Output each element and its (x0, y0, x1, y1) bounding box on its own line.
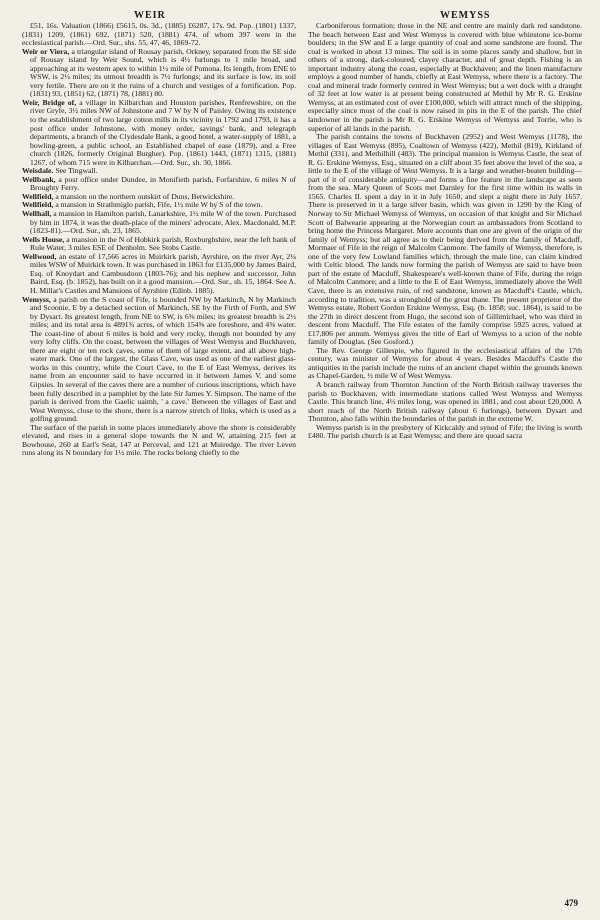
paragraph-text: Wemyss parish is in the presbytery of Kirkcaldy and synod of Fife; the living is worth £480. The parish church is at East Wemyss; and there are quoad sacra (308, 422, 582, 441)
gazetteer-entry (22, 48, 296, 99)
paragraph-text: £51, 16s. Valuation (1866) £5615, 0s. 3d., (1885) £6287, 17s. 9d. Pop. (1801) 1337, (1831) 1209, (1861) 692, (1871) 520, (1881) 474, of whom 397 were in the ecclesiastical parish.—Ord. Sur., shs. 55, 47, 46, 1869-72. (22, 22, 296, 48)
gazetteer-entry (22, 210, 296, 236)
page-number: 479 (564, 898, 578, 908)
entry-text: a parish on the S coast of Fife, is bounded NW by Markinch, N by Markinch and Scoonie, E by a detached section of Markinch, SE by the Firth of Forth, and SW by Dysart. Its greatest length, from NE to SW, is 6⅜ miles; its greatest breadth is 2½ miles; and its total area is 4891¾ acres, of which 154⅝ are foreshore, and 4⅝ water. The coast-line of about 6 miles is bold and very rocky, though not bounded by any very lofty cliffs. On the coast, between the villages of West Wemyss and Buckhaven, there are eight or ten rock caves, some of them of large extent, and all above high-water mark. One of the largest, the Glass Cave, was used as one of the earliest glass-works in this country, while the Court Cave, to the E of East Wemyss, derives its name from an encounter said to have occurred in it between James V. and some Gipsies. In several of the caves there are a number of curious inscriptions, which have been fully described in a pamphlet by the late Sir James Y. Simpson. The name of the parish is derived from the Gaelic uaimh, ' a cave.' Between the villages of East and West Wemyss, close to the shore, there is a narrow stretch of links, which is used as a golfing ground. (30, 294, 296, 424)
paragraph (22, 22, 296, 48)
gazetteer-entry (22, 99, 296, 167)
entry-headword: Wellbank, (22, 174, 56, 184)
paragraph-text: The parish contains the towns of Buckhaven (2952) and West Wemyss (1178), the villages of East Wemyss (895), Coaltown of Wemyss (422), Methil (819), Kirkland of Methil (331), and Methilhill (483). The principal mansion is Wemyss Castle, the seat of R. G. Erskine Wemyss, Esq., situated on a cliff about 35 feet above the level of the sea, a little to the E of the village of West Wemyss. It is a large and weather-beaten building—part of it of considerable antiquity—and forms a fine feature in the landscape as seen from the sea. Mary Queen of Scots met Darnley for the first time within its walls in 1565. Charles II. spent a day in it in July 1650, and slept a night there in July 1657. There is preserved in it a large silver basin, which was given in 1290 by the King of Norway to Sir Michael Wemyss of Wemyss, on occasion of that knight and Sir Michael Scott of Balwearie appearing at the Norwegian court as ambassadors from Scotland to bring home the Princess Margaret. More accounts than one are given of the origin of the family of Wemyss; but all agree as to their being derived from the family of Macduff, Mormaer of Fife in the reign of Malcolm Canmore. The family of Wemyss, therefore, is one of the very few Lowland families which, through the male line, can claim kindred with Celtic blood. The lands now forming the parish of Wemyss are said to have been part of the estate of Macduff, Shakespeare's well-known thane of Fife, during the reign of Malcolm Canmore; and a little to the E of East Wemyss, immediately above the Well Cave, there is an extensive ruin, of red sandstone, known as Macduff's Castle, which, according to tradition, was a stronghold of the great thane. The present proprietor of the Wemyss estate, Robert Gordon Erskine Wemyss, Esq. (b. 1858; suc. 1864), is said to be the 27th in direct descent from Hugo, the second son of Gillimichael, who was third in descent from Macduff. The Fife estates of the family comprise 5925 acres, valued at £17,806 per annum. Wemyss gives the title of Earl of Wemyss to a scion of the noble family of Douglas. (See Gosford.) (308, 132, 582, 347)
paragraph (308, 22, 582, 133)
gazetteer-entry (22, 236, 296, 253)
entry-headword: Wells House, (22, 234, 65, 244)
entry-headword: Wellfield, (22, 191, 54, 201)
entry-text: a post office under Dundee, in Monifieth parish, Forfarshire, 6 miles N of Broughty Ferry. (30, 174, 296, 193)
entry-text: an estate of 17,566 acres in Muirkirk parish, Ayrshire, on the river Ayr, 2¼ miles WSW of Muirkirk town. It was purchased in 1863 for £135,000 by James Baird, Esq. of Knoydart and Cambusdoon (1803-76); and his nephew and successor, John Baird, Esq. (b. 1852), has built on it a good mansion.—Ord. Sur., sh. 15, 1864. See A. H. Millar's Castles and Mansions of Ayrshire (Edinb. 1885). (30, 251, 296, 295)
entry-text: See Tingwall. (53, 166, 98, 176)
entry-text: a village in Kilbarchan and Houston parishes, Renfrewshire, on the river Gryfe, 3½ miles NW of Johnstone and 7 W by N of Paisley. Owing its existence to the establishment of two large cotton mills in its vicinity in 1792 and 1793, it has a post office under Johnstone, with money order, savings' bank, and telegraph departments, a branch of the Clydesdale Bank, a good hotel, a water-supply of 1881, a bowling-green, a public school, an Established chapel of ease (1879), and a Free church (1826, formerly Original Burgher). Pop. (1861) 1443, (1871) 1315, (1881) 1267, of whom 715 were in Kilbarchan.—Ord. Sur., sh. 30, 1866. (30, 97, 296, 167)
left-column (22, 22, 296, 902)
entry-text: a mansion in Strathmiglo parish, Fife, 1½ mile W by S of the town. (53, 200, 263, 210)
entry-headword: Wellwood, (22, 251, 57, 261)
entry-text: a mansion in the N of Hobkirk parish, Roxburghshire, near the left bank of Rule Water, 3 miles ESE of Denholm. See Stobs Castle. (30, 234, 296, 253)
entry-text: a triangular island of Rousay parish, Orkney, separated from the SE side of Rousay island by Weir Sound, which is 4½ furlongs to 1 mile broad, and approaching at its western apex to within 1½ mile of Pomona. Its length, from ENE to WSW, is 2½ miles; its utmost breadth is 7½ furlongs; and its surface is low, its soil very fertile. There are on it the ruins of a church and vestiges of a fortification. Pop. (1831) 93, (1851) 62, (1871) 78, (1881) 80. (30, 46, 296, 99)
entry-headword: Weir, Bridge of, (22, 97, 77, 107)
paragraph-text: The surface of the parish in some places immediately above the shore is considerably elevated, and rises in a general slope towards the N and W, attaining 215 feet at Bowhouse, 260 at Earl's Seat, 147 at Perceval, and 121 at Muiredge. The river Leven runs along its N boundary for 1½ mile. The rocks belong chiefly to the (22, 422, 296, 458)
gazetteer-entry (22, 296, 296, 424)
paragraph-text: A branch railway from Thornton Junction of the North British railway traverses the parish to Buckhaven, with intermediate stations called West Wemyss and Wemyss Castle. This branch line, 4½ miles long, was opened in 1881, and cost about £20,000. A short reach of the North British railway (about 6 furlongs), between Dysart and Thornton, also falls within the boundaries of the parish in the extreme W. (308, 379, 582, 424)
entry-headword: Weir or Viera, (22, 46, 70, 56)
paragraph (308, 133, 582, 347)
text-columns (22, 22, 582, 902)
entry-headword: Wellhall, (22, 209, 52, 219)
paragraph-text: The Rev. George Gillespie, who figured in the ecclesiastical affairs of the 17th century, was minister of Wemyss for about 4 years. Besides Macduff's Castle the antiquities in the parish include the ruins of an ancient chapel within the grounds known as Chapel-Garden, ½ mile W of West Wemyss. (308, 345, 582, 381)
paragraph (22, 424, 296, 458)
paragraph (308, 347, 582, 381)
paragraph (308, 424, 582, 441)
entry-headword: Wemyss, (22, 294, 51, 304)
gazetteer-entry (22, 176, 296, 193)
running-header (22, 6, 582, 22)
header-right: WEMYSS (440, 10, 491, 21)
gazetteer-entry (22, 253, 296, 296)
entry-headword: Wellfield, (22, 200, 54, 210)
header-left: WEIR (134, 10, 166, 21)
entry-headword: Weisdale. (22, 166, 54, 176)
paragraph-text: Carboniferous formation; those in the NE and centre are mainly dark red sandstone. The beach between East and West Wemyss is covered with blue whinstone ice-borne boulders; in the SW and E a large quantity of coal and some sandstone are found. The coal is worked in about 13 mines. The soil is in some places sandy and shallow, but in others of a strong, dark-coloured, clayey character, and of great depth. Fishing is an important industry along the coast, especially at Buckhaven; and the linen manufacture employs a good number of hands, chiefly at East Wemyss, where there is a factory. The coal and mineral trade formerly centred in West Wemyss; but a wet dock with a draught of 32 feet at low water is at present being constructed at Methil by Mr R. G. Erskine Wemyss, at an estimated cost of over £100,000, which will attract much of the shipping, especially since most of the coal is now raised in pits in the E of the parish. The chief landowner in the parish is Mr R. G. Erskine Wemyss of Wemyss and Torrie, who is superior of all lands in the parish. (308, 22, 582, 133)
entry-text: a mansion in Hamilton parish, Lanarkshire, 1½ mile W of the town. Purchased by him in 1874, it was the death-place of the miners' advocate, Alex. Macdonald, M.P. (1823-81).—Ord. Sur., sh. 23, 1865. (30, 209, 296, 236)
right-column (308, 22, 582, 902)
paragraph (308, 381, 582, 424)
entry-text: a mansion on the northern outskirt of Duns, Berwickshire. (53, 191, 235, 201)
